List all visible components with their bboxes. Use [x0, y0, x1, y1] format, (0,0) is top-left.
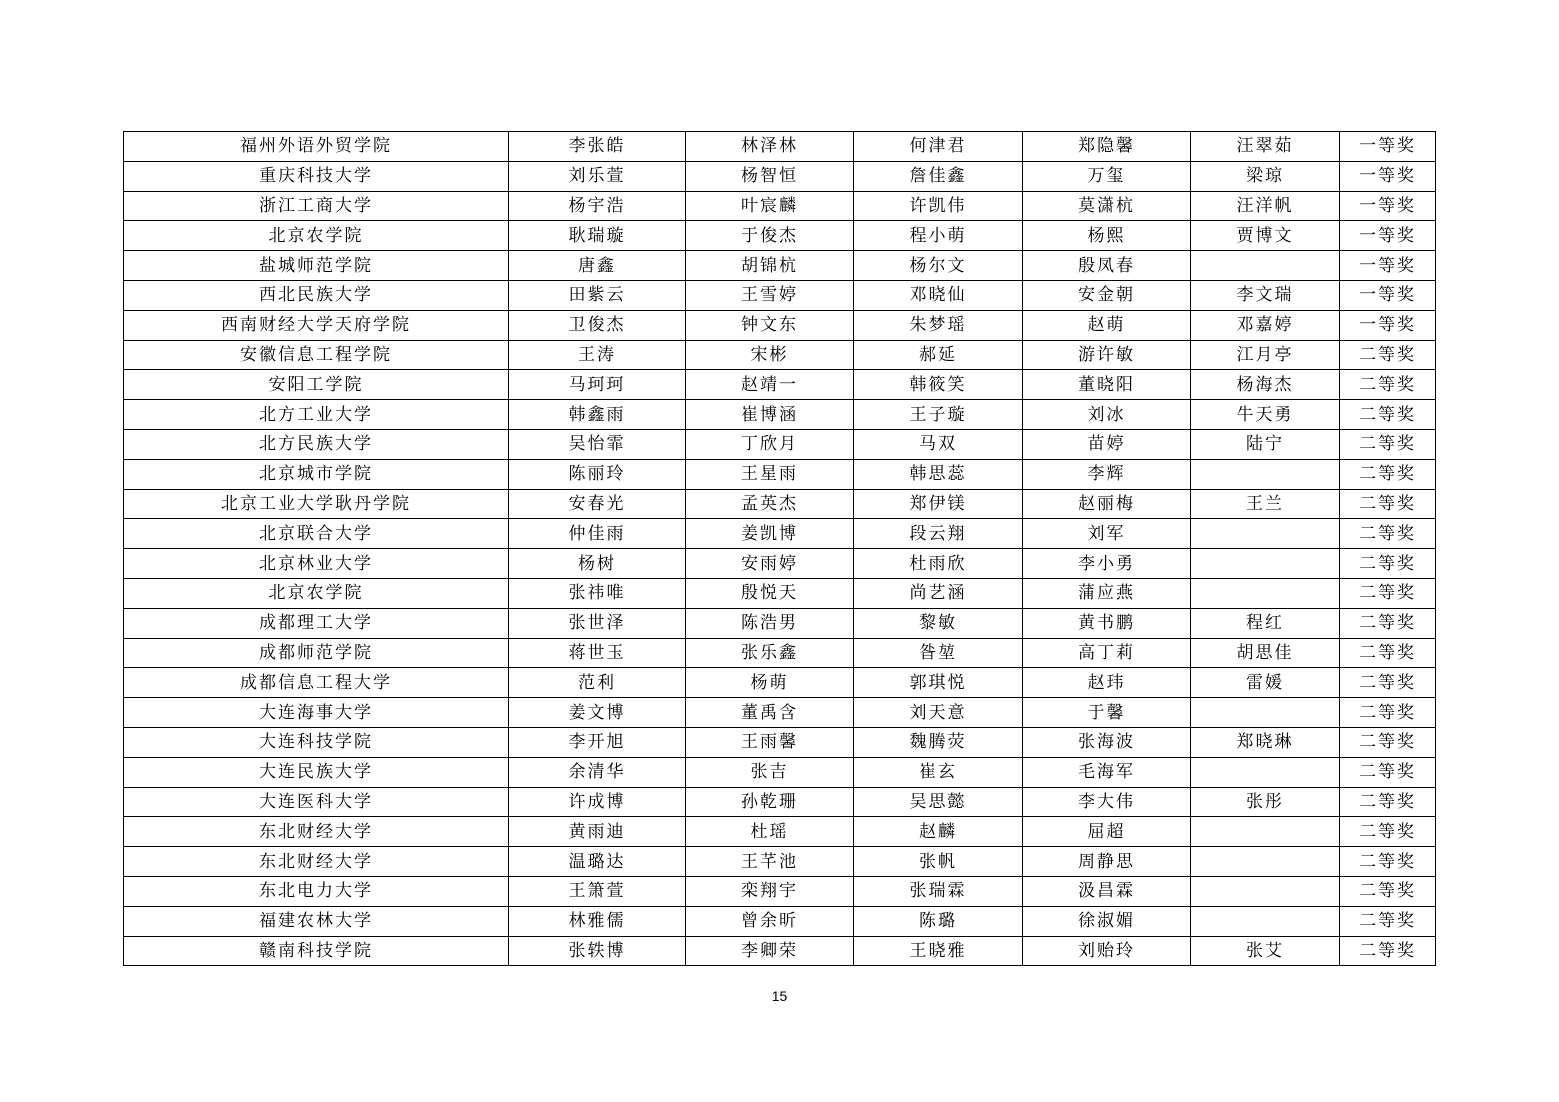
award-cell: 二等奖 — [1340, 817, 1436, 847]
table-row — [124, 489, 1436, 519]
award-cell: 二等奖 — [1340, 549, 1436, 579]
student-3-cell: 吴思懿 — [854, 787, 1023, 817]
advisor-2-cell: 张彤 — [1191, 787, 1340, 817]
student-1-cell: 仲佳雨 — [509, 519, 686, 549]
award-cell: 二等奖 — [1340, 847, 1436, 877]
student-1-cell: 李张皓 — [509, 132, 686, 162]
table-row — [124, 191, 1436, 221]
table-row — [124, 340, 1436, 370]
school-cell: 赣南科技学院 — [124, 936, 509, 966]
student-1-cell: 吴怡霏 — [509, 429, 686, 459]
school-cell: 大连医科大学 — [124, 787, 509, 817]
award-cell: 一等奖 — [1340, 221, 1436, 251]
advisor-1-cell: 周静思 — [1023, 847, 1191, 877]
table-row — [124, 787, 1436, 817]
advisor-2-cell — [1191, 549, 1340, 579]
school-cell: 西北民族大学 — [124, 280, 509, 310]
student-1-cell: 杨宇浩 — [509, 191, 686, 221]
advisor-2-cell: 郑晓琳 — [1191, 727, 1340, 757]
student-3-cell: 许凯伟 — [854, 191, 1023, 221]
student-1-cell: 刘乐萱 — [509, 161, 686, 191]
school-cell: 福州外语外贸学院 — [124, 132, 509, 162]
award-results-table — [123, 131, 1436, 966]
advisor-2-cell: 梁琼 — [1191, 161, 1340, 191]
student-2-cell: 杜瑶 — [686, 817, 854, 847]
advisor-1-cell: 安金朝 — [1023, 280, 1191, 310]
award-cell: 二等奖 — [1340, 578, 1436, 608]
school-cell: 成都理工大学 — [124, 608, 509, 638]
advisor-2-cell: 陆宁 — [1191, 429, 1340, 459]
award-cell: 二等奖 — [1340, 489, 1436, 519]
student-3-cell: 尚艺涵 — [854, 578, 1023, 608]
award-cell: 二等奖 — [1340, 608, 1436, 638]
student-2-cell: 杨智恒 — [686, 161, 854, 191]
student-1-cell: 李开旭 — [509, 727, 686, 757]
student-2-cell: 宋彬 — [686, 340, 854, 370]
student-3-cell: 崔玄 — [854, 757, 1023, 787]
award-cell: 一等奖 — [1340, 251, 1436, 281]
student-3-cell: 段云翔 — [854, 519, 1023, 549]
student-1-cell: 黄雨迪 — [509, 817, 686, 847]
advisor-1-cell: 高丁莉 — [1023, 638, 1191, 668]
advisor-1-cell: 李辉 — [1023, 459, 1191, 489]
advisor-2-cell: 程红 — [1191, 608, 1340, 638]
award-cell: 二等奖 — [1340, 668, 1436, 698]
student-1-cell: 范利 — [509, 668, 686, 698]
advisor-1-cell: 黄书鹏 — [1023, 608, 1191, 638]
advisor-1-cell: 刘冰 — [1023, 400, 1191, 430]
award-cell: 二等奖 — [1340, 787, 1436, 817]
table-row — [124, 876, 1436, 906]
advisor-2-cell: 胡思佳 — [1191, 638, 1340, 668]
advisor-1-cell: 蒲应燕 — [1023, 578, 1191, 608]
student-1-cell: 姜文博 — [509, 698, 686, 728]
student-3-cell: 刘天意 — [854, 698, 1023, 728]
school-cell: 重庆科技大学 — [124, 161, 509, 191]
student-2-cell: 王芊池 — [686, 847, 854, 877]
advisor-1-cell: 董晓阳 — [1023, 370, 1191, 400]
student-1-cell: 张祎唯 — [509, 578, 686, 608]
student-3-cell: 韩筱笑 — [854, 370, 1023, 400]
table-row — [124, 400, 1436, 430]
student-1-cell: 卫俊杰 — [509, 310, 686, 340]
student-3-cell: 魏腾荧 — [854, 727, 1023, 757]
table-row — [124, 817, 1436, 847]
student-3-cell: 陈璐 — [854, 906, 1023, 936]
advisor-2-cell: 杨海杰 — [1191, 370, 1340, 400]
student-2-cell: 林泽林 — [686, 132, 854, 162]
award-cell: 二等奖 — [1340, 400, 1436, 430]
advisor-1-cell: 毛海军 — [1023, 757, 1191, 787]
advisor-1-cell: 万玺 — [1023, 161, 1191, 191]
student-1-cell: 安春光 — [509, 489, 686, 519]
school-cell: 浙江工商大学 — [124, 191, 509, 221]
advisor-1-cell: 郑隐馨 — [1023, 132, 1191, 162]
student-2-cell: 杨萌 — [686, 668, 854, 698]
student-3-cell: 郭琪悦 — [854, 668, 1023, 698]
student-2-cell: 孙乾珊 — [686, 787, 854, 817]
student-3-cell: 杜雨欣 — [854, 549, 1023, 579]
advisor-1-cell: 游许敏 — [1023, 340, 1191, 370]
advisor-2-cell: 雷媛 — [1191, 668, 1340, 698]
advisor-1-cell: 徐淑媚 — [1023, 906, 1191, 936]
student-2-cell: 叶宸麟 — [686, 191, 854, 221]
school-cell: 东北财经大学 — [124, 817, 509, 847]
award-cell: 二等奖 — [1340, 936, 1436, 966]
student-2-cell: 姜凯博 — [686, 519, 854, 549]
student-1-cell: 蒋世玉 — [509, 638, 686, 668]
student-1-cell: 田紫云 — [509, 280, 686, 310]
table-row — [124, 698, 1436, 728]
school-cell: 盐城师范学院 — [124, 251, 509, 281]
student-3-cell: 何津君 — [854, 132, 1023, 162]
student-1-cell: 王箫萱 — [509, 876, 686, 906]
table-row — [124, 549, 1436, 579]
advisor-1-cell: 赵萌 — [1023, 310, 1191, 340]
table-row — [124, 280, 1436, 310]
table-row — [124, 847, 1436, 877]
advisor-1-cell: 张海波 — [1023, 727, 1191, 757]
student-1-cell: 韩鑫雨 — [509, 400, 686, 430]
table-row — [124, 310, 1436, 340]
table-row — [124, 668, 1436, 698]
table-row — [124, 221, 1436, 251]
award-cell: 二等奖 — [1340, 429, 1436, 459]
student-2-cell: 栾翔宇 — [686, 876, 854, 906]
advisor-1-cell: 屈超 — [1023, 817, 1191, 847]
student-2-cell: 胡锦杭 — [686, 251, 854, 281]
advisor-2-cell: 张艾 — [1191, 936, 1340, 966]
advisor-1-cell: 汲昌霖 — [1023, 876, 1191, 906]
award-cell: 二等奖 — [1340, 459, 1436, 489]
advisor-2-cell — [1191, 906, 1340, 936]
advisor-2-cell: 李文瑞 — [1191, 280, 1340, 310]
school-cell: 福建农林大学 — [124, 906, 509, 936]
student-3-cell: 黎敏 — [854, 608, 1023, 638]
student-3-cell: 郝延 — [854, 340, 1023, 370]
advisor-1-cell: 殷凤春 — [1023, 251, 1191, 281]
advisor-2-cell — [1191, 251, 1340, 281]
advisor-2-cell: 汪洋帆 — [1191, 191, 1340, 221]
advisor-2-cell: 汪翠茹 — [1191, 132, 1340, 162]
school-cell: 北京工业大学耿丹学院 — [124, 489, 509, 519]
advisor-2-cell — [1191, 817, 1340, 847]
student-3-cell: 詹佳鑫 — [854, 161, 1023, 191]
student-2-cell: 孟英杰 — [686, 489, 854, 519]
award-cell: 一等奖 — [1340, 280, 1436, 310]
student-2-cell: 曾余昕 — [686, 906, 854, 936]
award-cell: 二等奖 — [1340, 370, 1436, 400]
advisor-1-cell: 李大伟 — [1023, 787, 1191, 817]
page-number: 15 — [771, 988, 788, 1004]
award-cell: 一等奖 — [1340, 132, 1436, 162]
school-cell: 大连科技学院 — [124, 727, 509, 757]
school-cell: 北京农学院 — [124, 221, 509, 251]
school-cell: 北京农学院 — [124, 578, 509, 608]
advisor-1-cell: 李小勇 — [1023, 549, 1191, 579]
table-row — [124, 519, 1436, 549]
table-row — [124, 161, 1436, 191]
school-cell: 北京城市学院 — [124, 459, 509, 489]
student-2-cell: 赵靖一 — [686, 370, 854, 400]
student-2-cell: 殷悦天 — [686, 578, 854, 608]
student-1-cell: 杨树 — [509, 549, 686, 579]
table-row — [124, 578, 1436, 608]
advisor-2-cell: 贾博文 — [1191, 221, 1340, 251]
table-row — [124, 638, 1436, 668]
advisor-2-cell: 江月亭 — [1191, 340, 1340, 370]
student-3-cell: 张瑞霖 — [854, 876, 1023, 906]
student-1-cell: 耿瑞璇 — [509, 221, 686, 251]
student-3-cell: 朱梦瑶 — [854, 310, 1023, 340]
advisor-1-cell: 苗婷 — [1023, 429, 1191, 459]
table-row — [124, 251, 1436, 281]
advisor-1-cell: 莫潇杭 — [1023, 191, 1191, 221]
award-cell: 二等奖 — [1340, 519, 1436, 549]
award-cell: 二等奖 — [1340, 757, 1436, 787]
advisor-2-cell — [1191, 459, 1340, 489]
student-2-cell: 陈浩男 — [686, 608, 854, 638]
school-cell: 北方工业大学 — [124, 400, 509, 430]
student-3-cell: 郑伊镁 — [854, 489, 1023, 519]
school-cell: 大连海事大学 — [124, 698, 509, 728]
award-cell: 一等奖 — [1340, 191, 1436, 221]
advisor-2-cell — [1191, 757, 1340, 787]
award-cell: 一等奖 — [1340, 161, 1436, 191]
school-cell: 北方民族大学 — [124, 429, 509, 459]
school-cell: 北京联合大学 — [124, 519, 509, 549]
school-cell: 东北财经大学 — [124, 847, 509, 877]
table-row — [124, 459, 1436, 489]
table-row — [124, 936, 1436, 966]
student-1-cell: 许成博 — [509, 787, 686, 817]
student-3-cell: 昝堃 — [854, 638, 1023, 668]
student-1-cell: 林雅儒 — [509, 906, 686, 936]
advisor-2-cell — [1191, 578, 1340, 608]
table-row — [124, 132, 1436, 162]
table-row — [124, 429, 1436, 459]
student-2-cell: 崔博涵 — [686, 400, 854, 430]
student-3-cell: 张帆 — [854, 847, 1023, 877]
student-1-cell: 张轶博 — [509, 936, 686, 966]
school-cell: 北京林业大学 — [124, 549, 509, 579]
advisor-1-cell: 刘军 — [1023, 519, 1191, 549]
student-1-cell: 唐鑫 — [509, 251, 686, 281]
table-row — [124, 727, 1436, 757]
student-1-cell: 余清华 — [509, 757, 686, 787]
advisor-1-cell: 于馨 — [1023, 698, 1191, 728]
advisor-1-cell: 赵玮 — [1023, 668, 1191, 698]
student-3-cell: 程小萌 — [854, 221, 1023, 251]
school-cell: 西南财经大学天府学院 — [124, 310, 509, 340]
award-cell: 二等奖 — [1340, 876, 1436, 906]
school-cell: 成都师范学院 — [124, 638, 509, 668]
award-cell: 二等奖 — [1340, 906, 1436, 936]
table-row — [124, 370, 1436, 400]
student-1-cell: 陈丽玲 — [509, 459, 686, 489]
award-cell: 二等奖 — [1340, 340, 1436, 370]
student-2-cell: 于俊杰 — [686, 221, 854, 251]
student-2-cell: 王星雨 — [686, 459, 854, 489]
award-cell: 二等奖 — [1340, 727, 1436, 757]
student-1-cell: 王涛 — [509, 340, 686, 370]
student-3-cell: 王子璇 — [854, 400, 1023, 430]
student-3-cell: 王晓雅 — [854, 936, 1023, 966]
student-2-cell: 李卿荣 — [686, 936, 854, 966]
school-cell: 安阳工学院 — [124, 370, 509, 400]
table-body — [124, 132, 1436, 966]
student-1-cell: 温璐达 — [509, 847, 686, 877]
student-3-cell: 韩思蕊 — [854, 459, 1023, 489]
table-row — [124, 608, 1436, 638]
student-3-cell: 赵麟 — [854, 817, 1023, 847]
school-cell: 安徽信息工程学院 — [124, 340, 509, 370]
advisor-2-cell — [1191, 519, 1340, 549]
award-cell: 二等奖 — [1340, 698, 1436, 728]
advisor-2-cell: 牛天勇 — [1191, 400, 1340, 430]
student-2-cell: 张乐鑫 — [686, 638, 854, 668]
advisor-2-cell — [1191, 698, 1340, 728]
advisor-2-cell: 邓嘉婷 — [1191, 310, 1340, 340]
student-3-cell: 杨尔文 — [854, 251, 1023, 281]
table-row — [124, 757, 1436, 787]
student-2-cell: 钟文东 — [686, 310, 854, 340]
table-row — [124, 906, 1436, 936]
student-2-cell: 王雪婷 — [686, 280, 854, 310]
school-cell: 东北电力大学 — [124, 876, 509, 906]
student-3-cell: 马双 — [854, 429, 1023, 459]
student-1-cell: 马珂珂 — [509, 370, 686, 400]
school-cell: 大连民族大学 — [124, 757, 509, 787]
student-2-cell: 丁欣月 — [686, 429, 854, 459]
advisor-2-cell — [1191, 847, 1340, 877]
award-cell: 二等奖 — [1340, 638, 1436, 668]
student-3-cell: 邓晓仙 — [854, 280, 1023, 310]
student-2-cell: 王雨馨 — [686, 727, 854, 757]
student-2-cell: 张吉 — [686, 757, 854, 787]
advisor-1-cell: 刘贻玲 — [1023, 936, 1191, 966]
school-cell: 成都信息工程大学 — [124, 668, 509, 698]
award-cell: 一等奖 — [1340, 310, 1436, 340]
student-1-cell: 张世泽 — [509, 608, 686, 638]
student-2-cell: 董禹含 — [686, 698, 854, 728]
advisor-2-cell — [1191, 876, 1340, 906]
advisor-1-cell: 杨熙 — [1023, 221, 1191, 251]
advisor-1-cell: 赵丽梅 — [1023, 489, 1191, 519]
student-2-cell: 安雨婷 — [686, 549, 854, 579]
advisor-2-cell: 王兰 — [1191, 489, 1340, 519]
